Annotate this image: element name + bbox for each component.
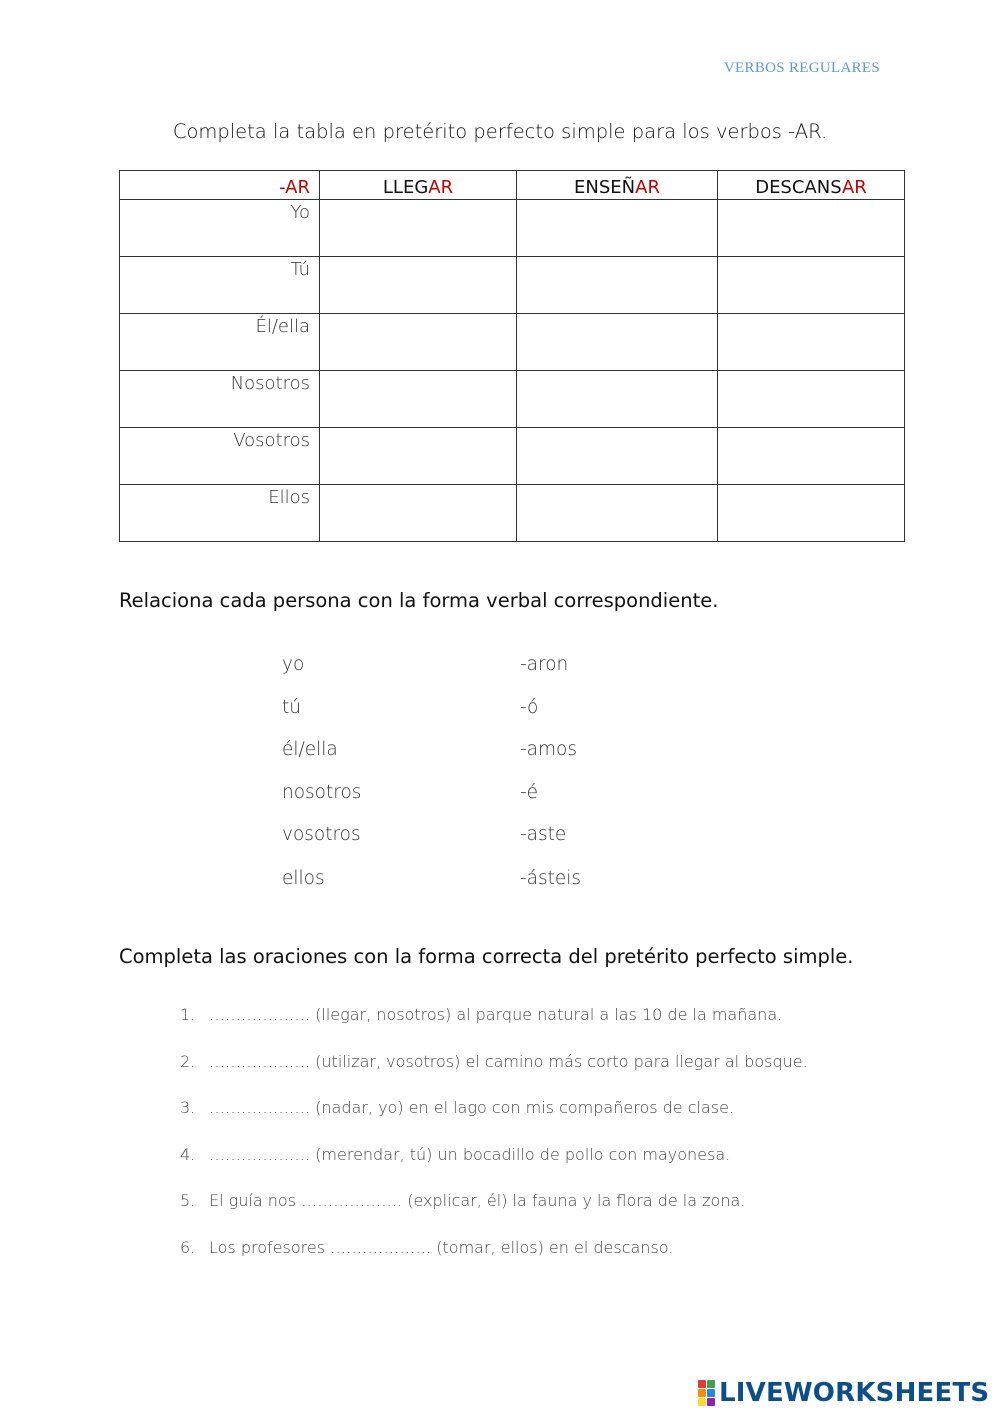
person-label: Ellos	[120, 485, 320, 542]
match-ending[interactable]: -amos	[520, 739, 577, 760]
sentence-item	[180, 1098, 734, 1117]
table-row	[120, 371, 905, 428]
table-row	[120, 428, 905, 485]
liveworksheets-logo[interactable]	[698, 1378, 989, 1408]
sentence-item	[180, 1005, 782, 1024]
sentence-number: 5.	[180, 1191, 196, 1210]
sentence-number: 1.	[180, 1005, 196, 1024]
match-person[interactable]: nosotros	[282, 782, 362, 803]
match-ending[interactable]: -aste	[520, 824, 567, 845]
sentence-text: ………………. (utilizar, vosotros) el camino más corto para llegar al bosque.	[209, 1052, 808, 1071]
header-ensenar: ENSEÑAR	[517, 171, 718, 200]
answer-cell[interactable]	[320, 428, 517, 485]
person-label: Tú	[120, 257, 320, 314]
sentence-text: ………………. (llegar, nosotros) al parque natural a las 10 de la mañana.	[209, 1005, 783, 1024]
logo-text: LIVEWORKSHEETS	[719, 1378, 990, 1408]
match-person[interactable]: ellos	[282, 868, 325, 889]
answer-cell[interactable]	[718, 314, 905, 371]
sentence-number: 2.	[180, 1052, 196, 1071]
sentence-number: 3.	[180, 1098, 196, 1117]
sentence-text: Los profesores ………………. (tomar, ellos) en el descanso.	[209, 1238, 674, 1257]
table-row	[120, 257, 905, 314]
answer-cell[interactable]	[320, 371, 517, 428]
exercise2-title: Relaciona cada persona con la forma verbal correspondiente.	[119, 589, 719, 612]
match-ending[interactable]: -ásteis	[520, 868, 582, 889]
person-label: Vosotros	[120, 428, 320, 485]
answer-cell[interactable]	[517, 428, 718, 485]
answer-cell[interactable]	[517, 314, 718, 371]
answer-cell[interactable]	[320, 200, 517, 257]
answer-cell[interactable]	[718, 257, 905, 314]
person-label: Él/ella	[120, 314, 320, 371]
sentence-text: El guía nos ………………. (explicar, él) la fauna y la flora de la zona.	[209, 1191, 746, 1210]
sentence-item	[180, 1238, 673, 1257]
answer-cell[interactable]	[320, 485, 517, 542]
answer-cell[interactable]	[718, 371, 905, 428]
answer-cell[interactable]	[718, 428, 905, 485]
answer-cell[interactable]	[517, 200, 718, 257]
sentence-number: 6.	[180, 1238, 196, 1257]
match-person[interactable]: él/ella	[282, 739, 338, 760]
match-ending[interactable]: -é	[520, 782, 539, 803]
header-llegar: LLEGAR	[320, 171, 517, 200]
match-person[interactable]: vosotros	[282, 824, 361, 845]
answer-cell[interactable]	[718, 485, 905, 542]
match-ending[interactable]: -ó	[520, 697, 539, 718]
exercise3-title: Completa las oraciones con la forma correcta del pretérito perfecto simple.	[119, 945, 854, 968]
table-row	[120, 200, 905, 257]
table-row	[120, 314, 905, 371]
sentence-item	[180, 1191, 745, 1210]
sentence-item	[180, 1052, 808, 1071]
header-ar: -AR	[120, 171, 320, 200]
sentence-number: 4.	[180, 1145, 196, 1164]
header-tag: VERBOS REGULARES	[723, 60, 880, 76]
sentence-text: ………………. (merendar, tú) un bocadillo de pollo con mayonesa.	[209, 1145, 731, 1164]
answer-cell[interactable]	[320, 314, 517, 371]
match-person[interactable]: tú	[282, 697, 301, 718]
answer-cell[interactable]	[718, 200, 905, 257]
exercise1-title: Completa la tabla en pretérito perfecto simple para los verbos -AR.	[172, 120, 828, 143]
header-descansar: DESCANSAR	[718, 171, 905, 200]
person-label: Nosotros	[120, 371, 320, 428]
conjugation-table	[119, 170, 905, 542]
answer-cell[interactable]	[517, 257, 718, 314]
answer-cell[interactable]	[517, 371, 718, 428]
match-person[interactable]: yo	[282, 654, 305, 675]
logo-icon	[698, 1380, 715, 1406]
match-ending[interactable]: -aron	[520, 654, 569, 675]
person-label: Yo	[120, 200, 320, 257]
answer-cell[interactable]	[320, 257, 517, 314]
sentence-item	[180, 1145, 730, 1164]
sentence-text: ………………. (nadar, yo) en el lago con mis compañeros de clase.	[209, 1098, 735, 1117]
table-row	[120, 485, 905, 542]
answer-cell[interactable]	[517, 485, 718, 542]
